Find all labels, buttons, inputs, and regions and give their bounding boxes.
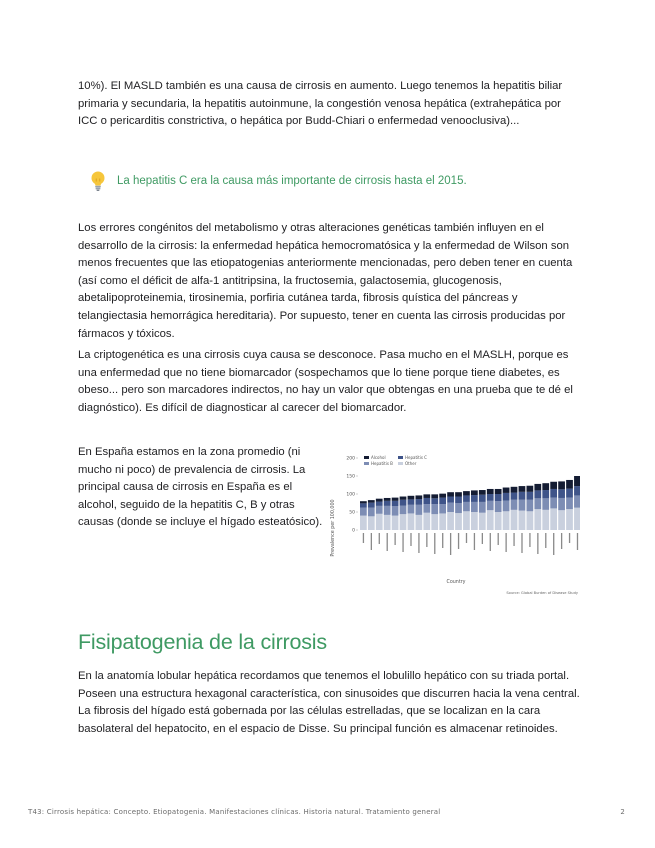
bar-segment [423,513,430,530]
bar-segment [503,493,510,501]
bar-segment [574,508,580,530]
bar-segment [384,506,391,515]
x-tick-label [529,533,530,547]
bar-segment [527,486,534,492]
x-tick-label [569,533,570,543]
paragraph-genetic: Los errores congénitos del metabolismo y otras alteraciones genéticas también influyen en el desarrollo de la cirrosis: la enfermedad hepática hemocromatósica y la enfermedad de Wilson son menos frecuentes que las etiopatogenias anteriormente mencionadas, pero deben tener en cuenta (así como el déficit de alfa-1 antitripsina, la fructosemia, galactosemia, glucogenosis, abetalipoproteinemia, tirosinemia, porfiria cutánea tarda, fibrosis quística del páncreas y telangiectasia hemorrágica hereditaria). Por supuesto, tener en cuenta las cirrosis producidas por fármacos y tóxicos. [78,222,573,340]
bar-segment [542,498,549,510]
bar-segment [566,480,573,489]
bar-segment [431,514,438,530]
legend-hcv: Hepatitis C [405,455,427,460]
bar-segment [455,503,462,513]
page-number: 2 [620,808,625,816]
chart-ylabel: Prevalence per 100,000 [331,499,336,557]
bar-segment [527,511,534,530]
legend-swatch-hcv [398,456,403,459]
y-tick-label: 150 [346,474,355,480]
bar-segment [542,510,549,530]
bar-segment [431,494,438,498]
x-tick-label [363,533,364,543]
bar-segment [495,489,502,494]
x-tick-label [442,533,443,548]
bar-segment [534,490,541,498]
bar-segment [495,494,502,501]
bar-segment [574,495,580,507]
bar-segment [368,516,375,530]
bar-segment [416,499,423,505]
bar-segment [503,500,510,511]
bar-segment [439,513,446,530]
bar-segment [392,501,399,506]
x-tick-label [474,533,475,550]
bar-segment [376,514,383,530]
bar-segment [479,495,486,502]
bar-segment [566,509,573,530]
bar-segment [400,514,407,530]
bar-segment [368,500,375,503]
bar-segment [527,492,534,500]
bar-segment [487,494,494,501]
bar-segment [519,486,526,492]
bar-segment [423,498,430,504]
x-tick-label [513,533,514,546]
bar-segment [574,486,580,495]
x-tick-label [521,533,522,553]
bar-segment [423,494,430,498]
bar-segment [408,496,415,500]
bar-segment [447,497,454,503]
bar-segment [408,513,415,530]
chart-source: Source: Global Burden of Disease Study [506,591,578,595]
bar-segment [471,502,478,512]
x-tick-label [418,533,419,553]
bar-segment [376,502,383,506]
x-tick-label [466,533,467,543]
bar-segment [558,481,565,489]
bar-segment [503,511,510,530]
bar-segment [455,497,462,503]
bar-segment [558,498,565,510]
prevalence-chart [328,450,580,598]
bar-segment [447,503,454,512]
bar-segment [550,482,557,489]
bar-segment [416,505,423,515]
legend-swatch-alcohol [364,456,369,459]
bar-segment [392,498,399,501]
bar-segment [511,500,518,510]
bar-segment [368,508,375,517]
bar-segment [439,494,446,498]
y-tick-label: 0 [352,528,355,534]
legend-hbv: Hepatitis B [371,461,393,466]
bar-segment [511,487,518,493]
y-tick-label: 50 [349,510,355,516]
bar-segment [423,504,430,513]
x-tick-label [537,533,538,554]
bar-segment [455,492,462,496]
bar-segment [479,502,486,513]
x-tick-label [553,533,554,555]
bar-segment [566,498,573,510]
paragraph-causes: 10%). El MASLD también es una causa de cirrosis en aumento. Luego tenemos la hepatitis biliar primaria y secundaria, la hepatitis autoinmune, la congestión venosa hepática (extrahepática por ICC o pericarditis constrictiva, o hepática por Budd-Chiari o enfermedad venooclusiva)... [78,80,563,128]
bar-segment [455,513,462,530]
chart-svg [328,450,580,598]
x-tick-label [577,533,578,550]
chart-legend [364,455,427,466]
bar-segment [431,504,438,514]
bar-segment [479,490,486,495]
x-tick-label [379,533,380,544]
bar-segment [439,498,446,504]
paragraph-anatomy: En la anatomía lobular hepática recordamos que tenemos el lobulillo hepático con su triada portal. Poseen una estructura hexagonal característica, con sinusoides que discurren hacia la vena central. La fibrosis del hígado está gobernada por las células estrelladas, que se localizan en la cara basolateral del hepatocito, en el espacio de Disse. Su principal función es almacenar retinoides. [78,670,580,735]
bar-segment [519,492,526,500]
bar-segment [384,501,391,506]
x-tick-label [402,533,403,552]
legend-swatch-other [398,462,403,465]
bar-segment [463,495,470,501]
bar-segment [368,503,375,508]
bar-segment [360,508,367,516]
x-tick-label [371,533,372,550]
bar-segment [360,503,367,507]
x-tick-label [458,533,459,549]
bar-segment [400,497,407,500]
paragraph-cryptogenic: La criptogenética es una cirrosis cuya causa se desconoce. Pasa mucho en el MASLH, porque es una enfermedad que no tiene biomarcador (sospechamos que lo tiene porque tiene diabetes, es obeso... pero son marcadores indirectos, no hay un valor que obtengas en una prueba que te dé el diagnóstico). Es difícil de diagnosticar al carecer del biomarcador. [78,349,573,414]
bar-segment [471,495,478,502]
x-tick-label [410,533,411,546]
x-tick-label [498,533,499,545]
x-tick-label [426,533,427,547]
bar-segment [527,500,534,512]
bar-segment [519,511,526,530]
bar-segment [487,501,494,510]
lightbulb-icon [88,170,108,192]
y-tick-label: 100 [346,492,355,498]
bar-segment [431,498,438,504]
x-tick-label [387,533,388,551]
bar-segment [471,490,478,495]
bar-segment [495,512,502,530]
bar-segment [550,508,557,530]
bar-segment [479,513,486,530]
bar-segment [511,493,518,500]
bar-segment [463,502,470,511]
bar-segment [408,499,415,504]
bar-segment [384,498,391,501]
bar-segment [416,515,423,530]
footer-title: T43: Cirrosis hepática: Concepto. Etiopatogenia. Manifestaciones clínicas. Historia natural. Tratamiento general [28,808,441,816]
legend-other: Other [405,461,417,466]
bar-segment [487,489,494,494]
x-tick-label [482,533,483,544]
bar-segment [534,498,541,509]
bar-segment [574,476,580,486]
bar-segment [400,506,407,515]
bar-segment [534,509,541,530]
legend-swatch-hbv [364,462,369,465]
bar-segment [447,492,454,496]
bar-segment [566,489,573,498]
bar-segment [439,504,446,513]
legend-alcohol: Alcohol [371,455,386,460]
bar-segment [558,489,565,498]
x-tick-label [561,533,562,549]
bar-segment [447,512,454,530]
bar-segment [416,495,423,499]
bar-segment [558,510,565,530]
bar-segment [471,512,478,530]
x-tick-label [490,533,491,551]
section-heading: Fisipatogenia de la cirrosis [78,630,327,654]
bar-segment [408,505,415,514]
bar-segment [495,501,502,512]
paragraph-spain: En España estamos en la zona promedio (ni mucho ni poco) de prevalencia de cirrosis. La principal causa de cirrosis en España es el alcohol, seguido de la hepatitis C, B y otras causas (donde se incluye el hígado esteatósico). [78,446,323,529]
bar-segment [519,500,526,511]
bar-segment [542,483,549,490]
x-tick-label [505,533,506,552]
bar-segment [511,510,518,530]
x-tick-label [545,533,546,548]
bar-segment [392,506,399,515]
bar-segment [542,490,549,498]
callout-note [88,170,467,192]
bar-segment [392,516,399,530]
y-tick-label: 200 [346,456,355,462]
bar-segment [503,488,510,493]
bar-segment [384,515,391,530]
x-tick-label [394,533,395,545]
bar-segment [534,484,541,490]
x-tick-label [450,533,451,555]
bar-segment [376,499,383,502]
bar-segment [360,516,367,530]
bar-segment [463,511,470,530]
bar-segment [376,506,383,514]
x-tick-label [434,533,435,554]
chart-xlabel: Country [446,580,466,585]
bar-segment [550,489,557,498]
bar-segment [360,501,367,503]
bar-segment [550,498,557,509]
bar-segment [487,510,494,530]
bar-segment [400,500,407,506]
callout-text: La hepatitis C era la causa más importante de cirrosis hasta el 2015. [117,175,467,187]
bar-segment [463,491,470,495]
